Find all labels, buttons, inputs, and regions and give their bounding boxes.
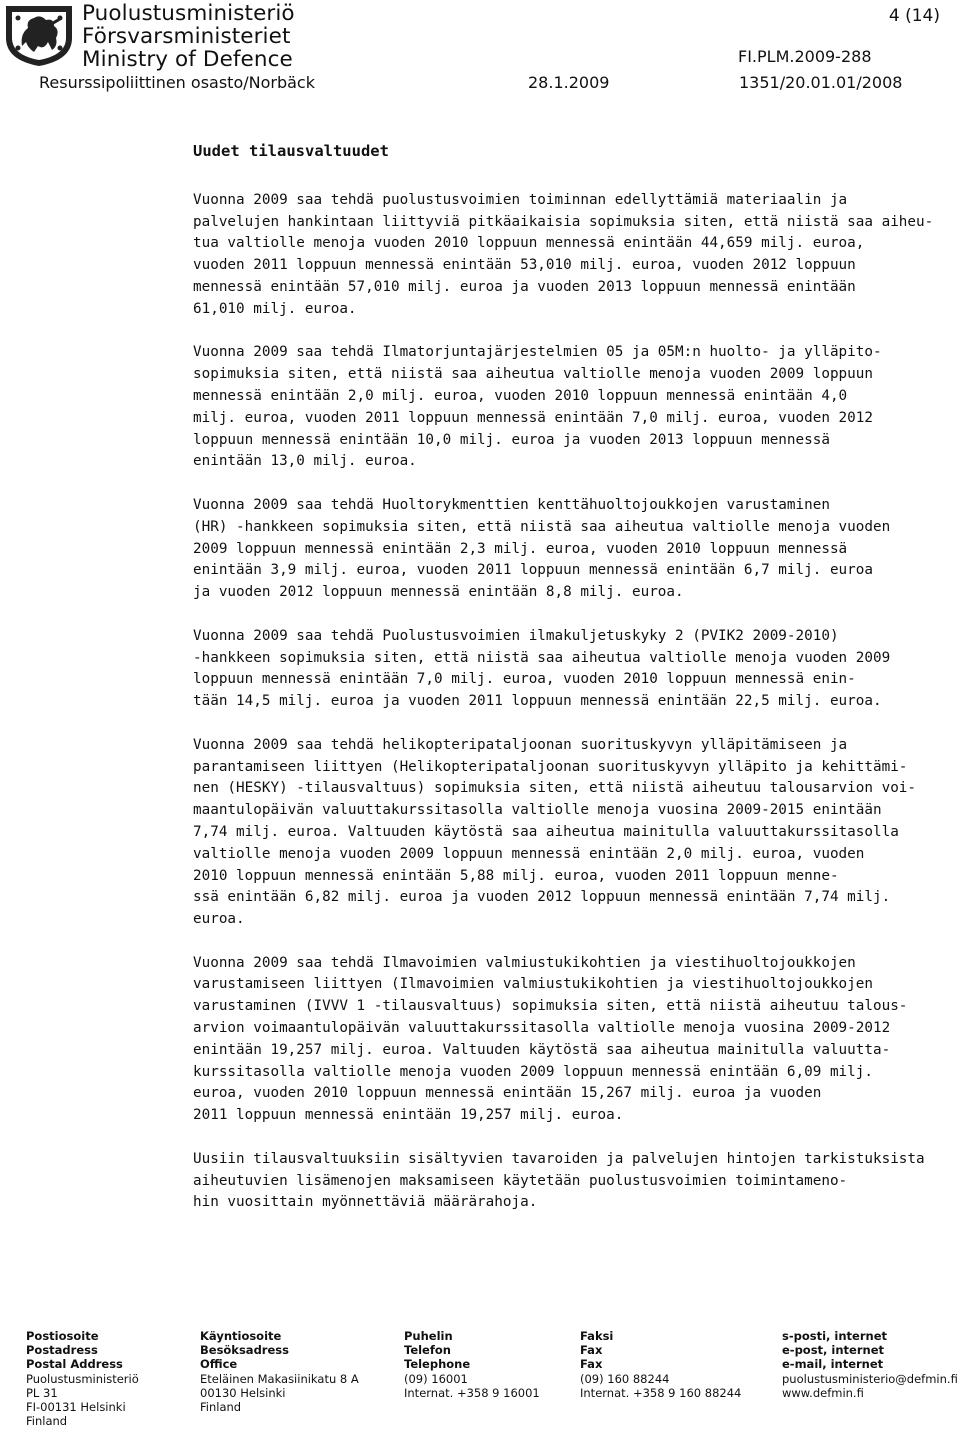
document-body [193,141,955,1236]
footer-fax [580,1329,741,1400]
website-link[interactable]: www.defmin.fi [782,1385,864,1400]
footer-text: FI-00131 Helsinki [26,1400,126,1415]
footer-postal-address [26,1329,139,1428]
footer-heading: Telephone [404,1357,471,1372]
paragraph: Vuonna 2009 saa tehdä helikopteripataljoonan suorituskyvyn ylläpitämiseen ja parantamiseen liittyen (Helikopteripataljoonan suorituskyvyn ylläpito ja kehittämi- nen (HESKY) -tilausvaltuus) sopimuksia siten, että niistä aiheutuu talousarvion voi- maantulopäivän valuuttakurssitasolla valtiolle menoja vuosina 2009-2015 enintään 7,74 milj. euroa. Valtuuden käytöstä saa aiheutua mainitulla valuuttakurssitasolla valtiolle menoja vuoden 2009 loppuun mennessä enintään 2,0 milj. euroa, vuoden 2010 loppuun mennessä enintään 5,88 milj. euroa, vuoden 2011 loppuun menne- ssä enintään 6,82 milj. euroa ja vuoden 2012 loppuun mennessä enintään 7,74 milj. euroa. [193,736,917,928]
footer-heading: Faksi [580,1329,614,1343]
footer-heading: s-posti, internet [782,1329,887,1343]
footer-heading: Puhelin [404,1329,453,1343]
footer-heading: Fax [580,1343,603,1358]
footer-telephone [404,1329,540,1400]
department-unit: Resurssipoliittinen osasto/Norbäck [39,73,315,92]
footer-heading: e-post, internet [782,1343,885,1358]
section-heading: Uudet tilausvaltuudet [193,142,389,160]
paragraph: Vuonna 2009 saa tehdä Huoltorykmenttien kenttähuoltojoukkojen varustaminen (HR) -hankkeen sopimuksia siten, että niistä saa aiheutua valtiolle menoja vuoden 2009 loppuun mennessä enintään 2,3 milj. euroa, vuoden 2010 loppuun mennessä enintään 3,9 milj. euroa, vuoden 2011 loppuun mennessä enintään 6,7 milj. euroa ja vuoden 2012 loppuun mennessä enintään 8,8 milj. euroa. [193,496,891,601]
document-number: 1351/20.01.01/2008 [739,73,903,92]
document-meta-row [0,73,960,95]
page-number: 4 (14) [888,6,940,26]
paragraph: Vuonna 2009 saa tehdä Puolustusvoimien ilmakuljetuskyky 2 (PVIK2 2009-2010) -hankkeen sopimuksia siten, että niistä saa aiheutua valtiolle menoja vuoden 2009 loppuun mennessä enintään 7,0 milj. euroa, vuoden 2010 loppuun mennessä enin- tään 14,5 milj. euroa ja vuoden 2011 loppuun mennessä enintään 22,5 milj. euroa. [193,627,891,710]
footer-heading: Office [200,1357,238,1372]
footer-heading: Besöksadress [200,1343,289,1358]
footer-heading: Telefon [404,1343,451,1358]
footer-text: Internat. +358 9 160 88244 [580,1385,742,1400]
footer-heading: Postadress [26,1343,98,1358]
footer-text: (09) 16001 [404,1371,468,1386]
ministry-name-fi: Puolustusministeriö [82,1,295,26]
footer-text: PL 31 [26,1385,58,1400]
email-link[interactable]: puolustusministerio@defmin.fi [782,1371,958,1386]
footer-email [782,1329,958,1400]
footer-heading: Postiosoite [26,1329,99,1343]
footer-text: Finland [26,1414,68,1429]
footer-text: Internat. +358 9 16001 [404,1385,540,1400]
ministry-name-sv: Försvarsministeriet [82,24,291,49]
coat-of-arms-logo [2,2,76,68]
footer-heading: Käyntiosoite [200,1329,282,1343]
paragraph: Uusiin tilausvaltuuksiin sisältyvien tavaroiden ja palvelujen hintojen tarkistuksista aiheutuvien lisämenojen maksamiseen käytetään puolustusvoimien toimintameno- hin vuosittain myönnettäviä määrärahoja. [193,1150,925,1211]
paragraph: Vuonna 2009 saa tehdä Ilmavoimien valmiustukikohtien ja viestihuoltojoukkojen varustamiseen liittyen (Ilmavoimien valmiustukikohtien ja viestihuoltojoukkojen varustaminen (IVVV 1 -tilausvaltuus) sopimuksia siten, että niistä aiheutuu talous- arvion voimaantulopäivän valuuttakurssitasolla valtiolle menoja vuosina 2009-2012 enintään 19,257 milj. euroa. Valtuuden käytöstä saa aiheutua mainitulla valuutta- kurssitasolla valtiolle menoja vuoden 2009 loppuun mennessä enintään 6,09 milj. euroa, vuoden 2010 loppuun mennessä enintään 15,267 milj. euroa ja vuoden 2011 loppuun mennessä enintään 19,257 milj. euroa. [193,954,908,1124]
footer-text: (09) 160 88244 [580,1371,670,1386]
footer-text: Eteläinen Makasiinikatu 8 A [200,1371,359,1386]
ministry-name-en: Ministry of Defence [82,47,293,72]
paragraph: Vuonna 2009 saa tehdä puolustusvoimien toiminnan edellyttämiä materiaalin ja palvelujen hankintaan liittyviä pitkäaikaisia sopimuksia siten, että niistä saa aiheu- tua valtiolle menoja vuoden 2010 loppuun mennessä enintään 44,659 milj. euroa, vuoden 2011 loppuun mennessä enintään 53,010 milj. euroa, vuoden 2012 loppuun mennessä enintään 57,010 milj. euroa ja vuoden 2013 loppuun mennessä enintään 61,010 milj. euroa. [193,191,934,317]
footer-heading: Postal Address [26,1357,123,1372]
footer-heading: e-mail, internet [782,1357,884,1372]
ministry-name [82,2,295,71]
footer [0,1329,960,1429]
reference-number: FI.PLM.2009-288 [738,47,872,66]
footer-heading: Fax [580,1357,603,1372]
footer-text: Puolustusministeriö [26,1371,139,1386]
paragraph: Vuonna 2009 saa tehdä Ilmatorjuntajärjestelmien 05 ja 05M:n huolto- ja ylläpito- sopimuksia siten, että niistä saa aiheutua valtiolle menoja vuoden 2009 loppuun mennessä enintään 2,0 milj. euroa, vuoden 2010 loppuun mennessä enintään 4,0 milj. euroa, vuoden 2011 loppuun mennessä enintään 7,0 milj. euroa, vuoden 2012 loppuun mennessä enintään 10,0 milj. euroa ja vuoden 2013 loppuun mennessä enintään 13,0 milj. euroa. [193,344,882,470]
footer-visiting-address [200,1329,359,1414]
document-date: 28.1.2009 [528,73,610,92]
footer-text: 00130 Helsinki [200,1385,286,1400]
footer-text: Finland [200,1400,242,1415]
